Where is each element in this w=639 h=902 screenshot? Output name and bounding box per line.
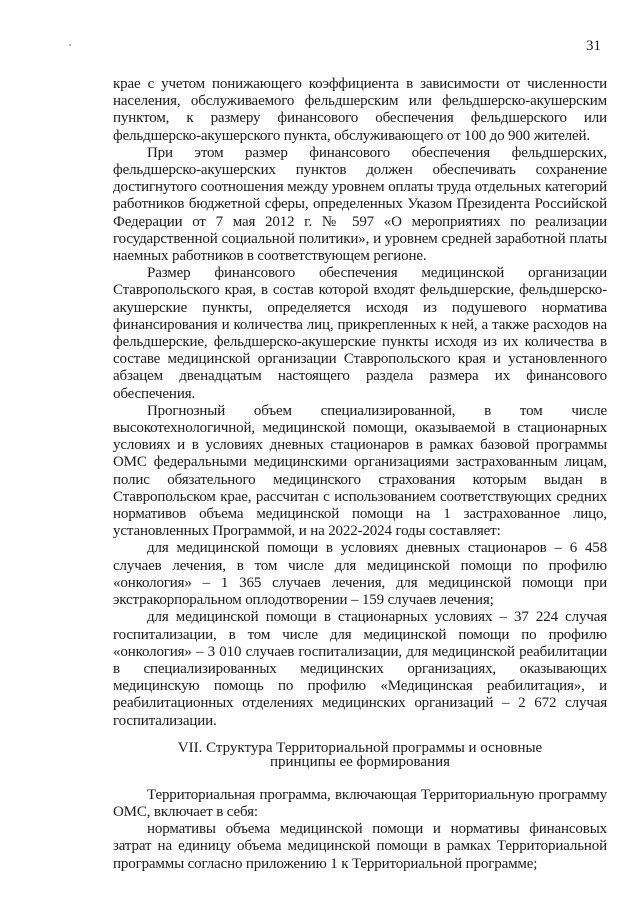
paragraph-forecast-volume: Прогнозный объем специализированной, в том числе высокотехнологичной, медицинской помощи, оказываемой в стационарных условиях и в условиях дневных стационаров в рамках базовой программы ОМС федеральными медицинскими организациями застрахованным лицам, полис обязательного медицинского страхования которым выдан в Ставропольском крае, рассчитан с использованием соответствующих средних нормативов объема медицинской помощи на 1 застрахованное лицо, установленных Программой, и на 2022-2024 годы составляет: <box>113 402 607 540</box>
paragraph-volume-norms: нормативы объема медицинской помощи и нормативы финансовых затрат на единицу объема медицинской помощи в рамках Территориальной программы согласно приложению 1 к Территориальной программе; <box>113 821 607 872</box>
paragraph-inpatient: для медицинской помощи в стационарных условиях – 37 224 случая госпитализации, в том числе для медицинской помощи по профилю «онкология» – 3 010 случаев госпитализации, для медицинской реабилитации в специализированных медицинских организациях, оказывающих медицинскую помощь по профилю «Медицинская реабилитация», и реабилитационных отделениях медицинских организаций – 2 672 случая госпитализации. <box>113 609 607 729</box>
section-heading-line2: принципы ее формирования <box>269 753 451 770</box>
paragraph-program-includes: Территориальная программа, включающая Территориальную программу ОМС, включает в себя: <box>113 786 607 820</box>
paragraph-financing-size: Размер финансового обеспечения медицинской организации Ставропольского края, в состав которой входят фельдшерские, фельдшерско-акушерские пункты, определяется исходя из подушевого норматива финансирования и количества лиц, прикрепленных к ней, а также расходов на фельдшерские, фельдшерско-акушерские пункты исходя из их количества в составе медицинской организации Ставропольского края и установленного абзацем двенадцатым настоящего раздела размера их финансового обеспечения. <box>113 265 607 402</box>
section-heading-line1: VII. Структура Территориальной программы и основные <box>177 739 543 756</box>
scan-artifact-dot <box>69 44 71 46</box>
page-number: 31 <box>586 38 601 54</box>
section-heading <box>113 741 607 769</box>
document-body <box>113 76 607 873</box>
paragraph-continuation: крае с учетом понижающего коэффициента в зависимости от численности населения, обслуживаемого фельдшерским или фельдшерско-акушерским пунктом, к размеру финансового обеспечения фельдшерского или фельдшерско-акушерского пункта, обслуживающего от 100 до 900 жителей. <box>113 76 607 144</box>
paragraph-day-hospitals: для медицинской помощи в условиях дневных стационаров – 6 458 случаев лечения, в том числе для медицинской помощи по профилю «онкология» – 1 365 случаев лечения, для медицинской помощи при экстракорпоральном оплодотворении – 159 случаев лечения; <box>113 540 607 609</box>
paragraph-feldsher-salary: При этом размер финансового обеспечения фельдшерских, фельдшерско-акушерских пунктов должен обеспечивать сохранение достигнутого соотношения между уровнем оплаты труда отдельных категорий работников бюджетной сферы, определенных Указом Президента Российской Федерации от 7 мая 2012 г. № 597 «О мероприятиях по реализации государственной социальной политики», и уровнем средней заработной платы наемных работников в соответствующем регионе. <box>113 144 607 265</box>
